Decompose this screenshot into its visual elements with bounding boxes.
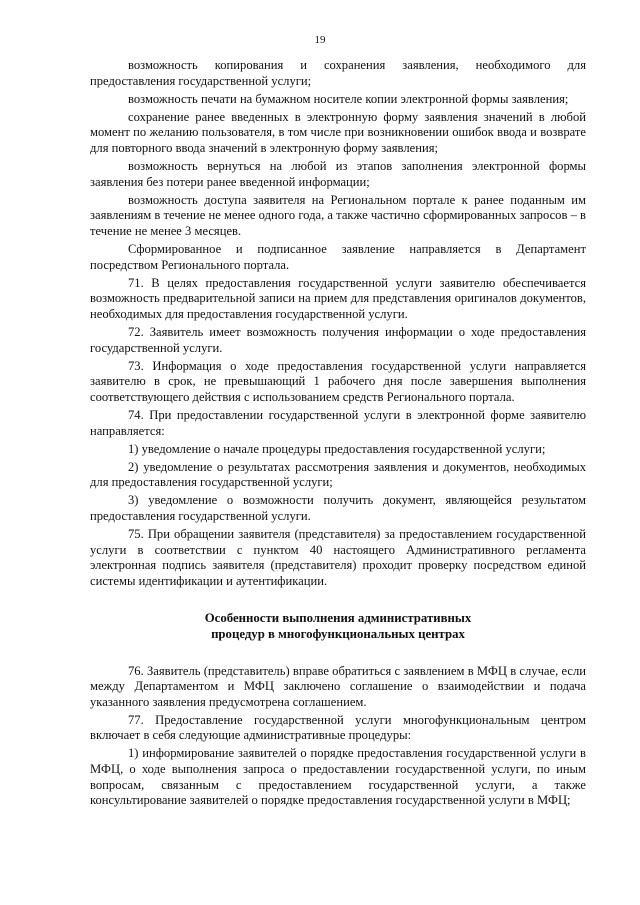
paragraph: Сформированное и подписанное заявление направляется в Департамент посредством Регионального портала. [90,242,586,272]
paragraph: возможность вернуться на любой из этапов заполнения электронной формы заявления без потери ранее введенной информации; [90,159,586,189]
paragraph-75: 75. При обращении заявителя (представителя) за предоставлением государственной услуги в соответствии с пунктом 40 настоящего Административного регламента электронная подпись заявителя (представителя) проходит проверку посредством единой системы идентификации и аутентификации. [90,527,586,588]
section-heading-line: Особенности выполнения административных [204,610,472,625]
paragraph-71: 71. В целях предоставления государственной услуги заявителю обеспечивается возможность предварительной записи на прием для представления оригиналов документов, необходимых для предоставления государственной услуги. [90,275,586,321]
paragraph: возможность копирования и сохранения заявления, необходимого для предоставления государственной услуги; [90,58,586,88]
document-body [90,58,586,811]
paragraph: сохранение ранее введенных в электронную форму заявления значений в любой момент по желанию пользователя, в том числе при возникновении ошибок ввода и возврате для повторного ввода значений в электронную форму заявления; [90,109,586,155]
paragraph: возможность печати на бумажном носителе копии электронной формы заявления; [128,91,569,106]
list-item: 2) уведомление о результатах рассмотрения заявления и документов, необходимых для предоставления государственной услуги; [90,459,586,490]
list-item: 1) информирование заявителей о порядке предоставления государственной услуги в МФЦ, о ходе выполнения запроса о предоставлении государственной услуги, по иным вопросам, связанным с предоставлением государственной услуги, а также консультирование заявителей о порядке предоставления государственной услуги в МФЦ; [90,746,586,808]
section-heading [90,610,586,642]
section-heading-line: процедур в многофункциональных центрах [211,626,465,641]
paragraph-74: 74. При предоставлении государственной услуги в электронной форме заявителю направляется: [90,407,586,438]
list-item: 3) уведомление о возможности получить документ, являющейся результатом предоставления государственной услуги. [90,493,586,524]
paragraph-73: 73. Информация о ходе предоставления государственной услуги направляется заявителю в срок, не превышающий 1 рабочего дня после завершения выполнения соответствующего действия с использованием средств Регионального портала. [90,358,586,404]
paragraph-76: 76. Заявитель (представитель) вправе обратиться с заявлением в МФЦ в случае, если между Департаментом и МФЦ заключено соглашение о взаимодействии и подача указанного заявления предусмотрена соглашением. [90,663,586,709]
paragraph-72: 72. Заявитель имеет возможность получения информации о ходе предоставления государственной услуги. [90,325,586,355]
page-number: 19 [314,34,326,46]
paragraph: возможность доступа заявителя на Региональном портале к ранее поданным им заявлениям в течение не менее одного года, а также частично сформированных запросов – в течение не менее 3 месяцев. [90,192,586,238]
list-item: 1) уведомление о начале процедуры предоставления государственной услуги; [128,441,546,456]
paragraph-77: 77. Предоставление государственной услуги многофункциональным центром включает в себя следующие административные процедуры: [90,712,586,743]
